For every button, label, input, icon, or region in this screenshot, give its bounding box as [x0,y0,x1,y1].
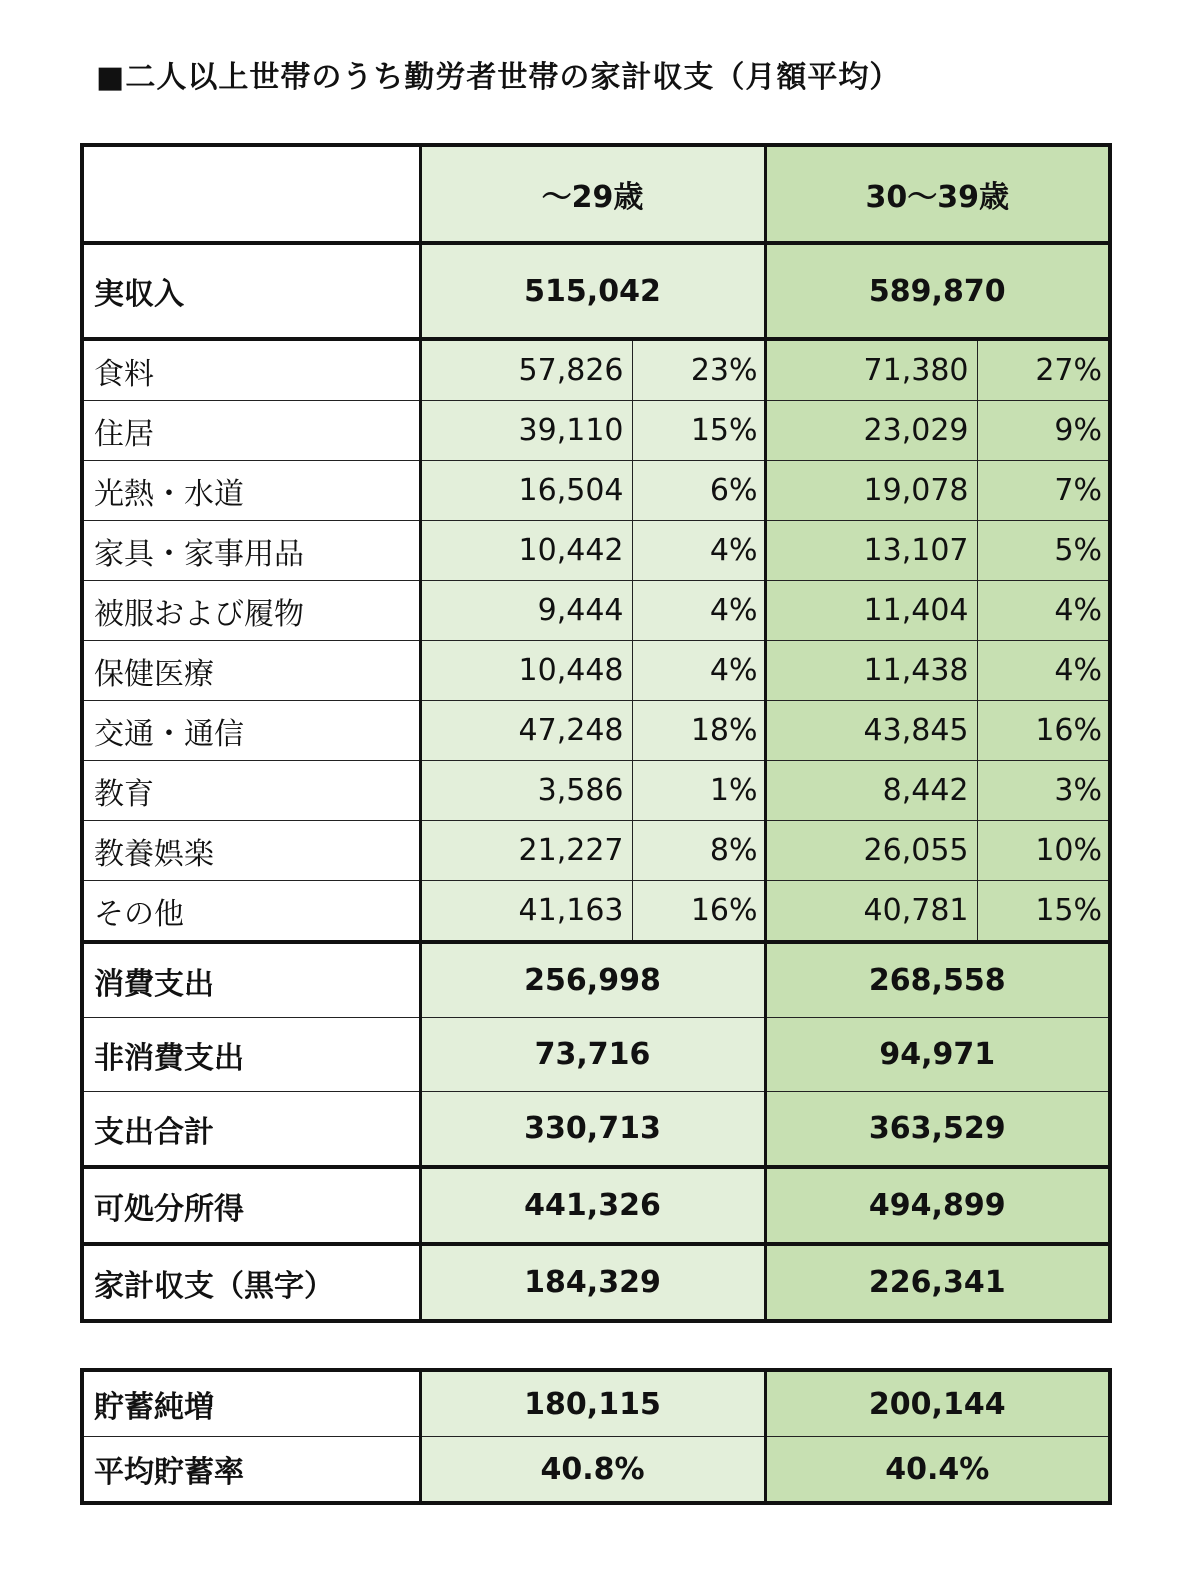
amount-under-29: 39,110 [420,401,632,461]
share-30-39: 16% [977,701,1110,761]
value-under-29: 40.8% [420,1437,765,1504]
value-30-39: 494,899 [765,1167,1110,1244]
savings-row [82,1437,1110,1504]
value-30-39: 94,971 [765,1018,1110,1092]
row-label: 光熱・水道 [82,461,420,521]
amount-under-29: 16,504 [420,461,632,521]
amount-under-29: 3,586 [420,761,632,821]
value-under-29: 184,329 [420,1244,765,1321]
row-label: 住居 [82,401,420,461]
share-30-39: 4% [977,641,1110,701]
amount-30-39: 11,438 [765,641,977,701]
row-label: 非消費支出 [82,1018,420,1092]
share-30-39: 7% [977,461,1110,521]
value-30-39: 40.4% [765,1437,1110,1504]
savings-row [82,1370,1110,1437]
summary-row [82,942,1110,1018]
amount-30-39: 13,107 [765,521,977,581]
table-row [82,701,1110,761]
row-label: 実収入 [82,243,420,339]
share-30-39: 9% [977,401,1110,461]
amount-30-39: 23,029 [765,401,977,461]
table-row [82,821,1110,881]
amount-30-39: 40,781 [765,881,977,943]
amount-under-29: 9,444 [420,581,632,641]
table-row [82,581,1110,641]
table-row [82,339,1110,401]
share-under-29: 15% [632,401,765,461]
column-header-under-29: ～29歳 [420,145,765,243]
share-under-29: 18% [632,701,765,761]
value-under-29: 441,326 [420,1167,765,1244]
amount-30-39: 26,055 [765,821,977,881]
amount-30-39: 71,380 [765,339,977,401]
summary-row [82,1092,1110,1168]
table-row [82,521,1110,581]
table-row [82,641,1110,701]
table-row [82,401,1110,461]
share-30-39: 5% [977,521,1110,581]
page-title: ■二人以上世帯のうち勤労者世帯の家計収支（月額平均） [96,60,901,95]
summary-row [82,1167,1110,1244]
amount-under-29: 10,448 [420,641,632,701]
value-under-29: 73,716 [420,1018,765,1092]
row-label: 家具・家事用品 [82,521,420,581]
row-label: 被服および履物 [82,581,420,641]
amount-under-29: 47,248 [420,701,632,761]
amount-under-29: 41,163 [420,881,632,943]
amount-30-39: 19,078 [765,461,977,521]
amount-under-29: 10,442 [420,521,632,581]
share-under-29: 4% [632,581,765,641]
household-budget-table [80,143,1112,1323]
row-label: 交通・通信 [82,701,420,761]
row-label: 平均貯蓄率 [82,1437,420,1504]
row-label: 教育 [82,761,420,821]
share-under-29: 8% [632,821,765,881]
table-row [82,761,1110,821]
value-30-39: 363,529 [765,1092,1110,1168]
savings-table [80,1368,1112,1505]
share-30-39: 27% [977,339,1110,401]
table-row [82,881,1110,943]
share-under-29: 4% [632,521,765,581]
share-30-39: 10% [977,821,1110,881]
row-label: 消費支出 [82,942,420,1018]
row-label: 食料 [82,339,420,401]
income-row [82,243,1110,339]
amount-30-39: 11,404 [765,581,977,641]
share-under-29: 6% [632,461,765,521]
value-30-39: 589,870 [765,243,1110,339]
row-label: 家計収支（黒字） [82,1244,420,1321]
value-30-39: 268,558 [765,942,1110,1018]
table-row [82,461,1110,521]
amount-30-39: 8,442 [765,761,977,821]
summary-row [82,1018,1110,1092]
row-label: 貯蓄純増 [82,1370,420,1437]
share-under-29: 4% [632,641,765,701]
value-under-29: 180,115 [420,1370,765,1437]
share-30-39: 15% [977,881,1110,943]
value-30-39: 200,144 [765,1370,1110,1437]
share-under-29: 23% [632,339,765,401]
summary-row [82,1244,1110,1321]
share-30-39: 3% [977,761,1110,821]
amount-under-29: 21,227 [420,821,632,881]
value-under-29: 256,998 [420,942,765,1018]
row-label: 可処分所得 [82,1167,420,1244]
value-under-29: 515,042 [420,243,765,339]
row-label: その他 [82,881,420,943]
header-row [82,145,1110,243]
share-30-39: 4% [977,581,1110,641]
value-30-39: 226,341 [765,1244,1110,1321]
amount-30-39: 43,845 [765,701,977,761]
header-blank-cell [82,145,420,243]
share-under-29: 1% [632,761,765,821]
row-label: 保健医療 [82,641,420,701]
share-under-29: 16% [632,881,765,943]
column-header-30-39: 30～39歳 [765,145,1110,243]
row-label: 教養娯楽 [82,821,420,881]
row-label: 支出合計 [82,1092,420,1168]
amount-under-29: 57,826 [420,339,632,401]
value-under-29: 330,713 [420,1092,765,1168]
